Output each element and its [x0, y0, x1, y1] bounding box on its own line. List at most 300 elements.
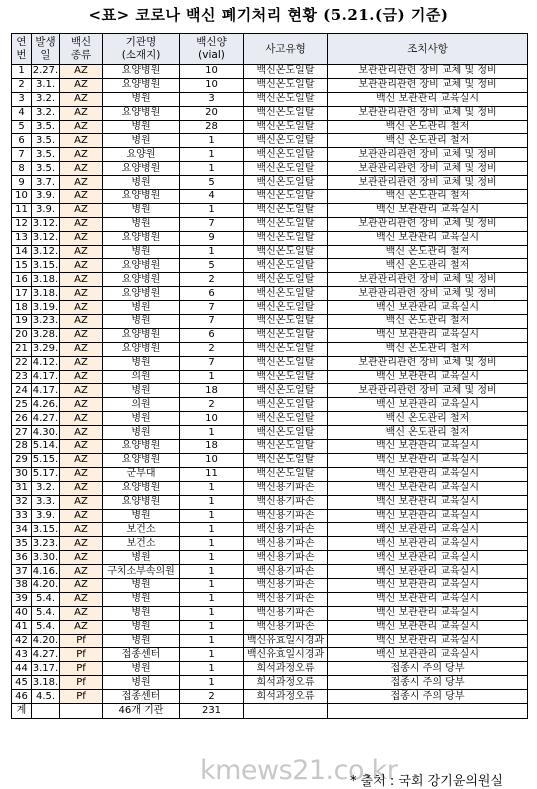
cell-qty: 7 [180, 217, 244, 231]
cell-qty: 1 [180, 634, 244, 648]
cell-qty: 2 [180, 398, 244, 412]
cell-org: 요양병원 [103, 453, 180, 467]
cell-org: 보건소 [103, 537, 180, 551]
header-type: 사고유형 [244, 34, 328, 65]
cell-action: 백신 온도관리 철저 [328, 134, 528, 148]
cell-date: 3.12. [32, 232, 59, 244]
table-row [12, 551, 528, 565]
cell-vaccine: AZ [60, 162, 103, 176]
cell-no: 20 [12, 328, 32, 342]
cell-qty: 28 [180, 120, 244, 134]
table-row [12, 453, 528, 467]
cell-type: 백신용기파손 [244, 495, 328, 509]
cell-org: 병원 [103, 384, 180, 398]
cell-date: 2.27. [32, 65, 59, 77]
cell-qty: 10 [180, 412, 244, 426]
cell-vaccine: AZ [60, 78, 103, 92]
cell-date: 3.18. [32, 676, 59, 688]
table-row [12, 523, 528, 537]
cell-action: 보관관리관련 장비 교체 및 정비 [328, 106, 528, 120]
cell-date: 5.15. [32, 454, 59, 466]
cell-no: 42 [12, 634, 32, 648]
cell-qty: 1 [180, 509, 244, 523]
table-row [12, 690, 528, 704]
cell-org: 요양병원 [103, 273, 180, 287]
table-row [12, 259, 528, 273]
cell-action: 보관관리관련 장비 교체 및 정비 [328, 287, 528, 301]
cell-org: 병원 [103, 301, 180, 315]
cell-no: 18 [12, 301, 32, 315]
cell-no: 6 [12, 134, 32, 148]
cell-date: 3.30. [32, 551, 59, 563]
cell-date: 3.19. [32, 301, 59, 313]
cell-action: 보관관리관련 장비 교체 및 정비 [328, 384, 528, 398]
cell-qty: 1 [180, 426, 244, 440]
cell-action: 백신 보관관리 교육실시 [328, 648, 528, 662]
cell-action: 보관관리관련 장비 교체 및 정비 [328, 78, 528, 92]
cell-action: 백신 보관관리 교육실시 [328, 606, 528, 620]
cell-qty: 11 [180, 467, 244, 481]
cell-qty: 1 [180, 676, 244, 690]
cell-date: 3.18. [32, 287, 59, 299]
cell-date: 3.3. [32, 495, 60, 509]
cell-qty: 1 [180, 370, 244, 384]
cell-no: 44 [12, 662, 32, 676]
cell-vaccine: AZ [60, 245, 103, 259]
table-row [12, 148, 528, 162]
cell-type: 백신온도일탈 [244, 245, 328, 259]
cell-vaccine: AZ [60, 370, 103, 384]
cell-no: 12 [12, 217, 32, 231]
table-row [12, 467, 528, 481]
cell-action: 접종시 주의 당부 [328, 676, 528, 690]
cell-vaccine: AZ [60, 481, 103, 495]
cell-no: 28 [12, 440, 32, 454]
header-row [12, 34, 528, 65]
cell-vaccine: AZ [60, 565, 103, 579]
cell-org: 요양병원 [103, 162, 180, 176]
cell-no: 38 [12, 578, 32, 592]
total-label: 계 [12, 703, 32, 718]
cell-type: 희석과정오류 [244, 662, 328, 676]
cell-no: 15 [12, 259, 32, 273]
cell-type: 백신용기파손 [244, 481, 328, 495]
cell-type: 백신온도일탈 [244, 467, 328, 481]
cell-type: 백신온도일탈 [244, 92, 328, 106]
total-empty [244, 703, 328, 718]
cell-qty: 1 [180, 481, 244, 495]
cell-action: 백신 보관관리 교육실시 [328, 398, 528, 412]
cell-org: 병원 [103, 426, 180, 440]
table-row [12, 328, 528, 342]
cell-vaccine: AZ [60, 148, 103, 162]
cell-date: 3.5. [32, 162, 60, 176]
cell-no: 31 [12, 481, 32, 495]
cell-date: 4.16. [32, 565, 59, 577]
cell-type: 희석과정오류 [244, 690, 328, 704]
total-row [12, 703, 528, 718]
cell-org: 요양병원 [103, 287, 180, 301]
cell-org: 병원 [103, 315, 180, 329]
cell-action: 백신 온도관리 철저 [328, 120, 528, 134]
cell-type: 백신온도일탈 [244, 231, 328, 245]
cell-date: 3.12. [32, 246, 59, 258]
cell-vaccine: AZ [60, 190, 103, 204]
cell-org: 병원 [103, 509, 180, 523]
cell-action: 백신 온도관리 철저 [328, 315, 528, 329]
cell-vaccine: AZ [60, 273, 103, 287]
cell-action: 보관관리관련 장비 교체 및 정비 [328, 273, 528, 287]
cell-date: 3.23. [32, 537, 59, 549]
cell-qty: 1 [180, 162, 244, 176]
cell-org: 병원 [103, 92, 180, 106]
cell-action: 백신 보관관리 교육실시 [328, 537, 528, 551]
cell-vaccine: AZ [60, 287, 103, 301]
cell-action: 백신 보관관리 교육실시 [328, 592, 528, 606]
cell-org: 병원 [103, 634, 180, 648]
table-row [12, 440, 528, 454]
cell-qty: 1 [180, 148, 244, 162]
cell-date: 3.29. [32, 343, 59, 355]
cell-date: 5.4. [32, 606, 60, 620]
table-row [12, 342, 528, 356]
cell-org: 병원 [103, 620, 180, 634]
cell-action: 백신 보관관리 교육실시 [328, 551, 528, 565]
table-row [12, 662, 528, 676]
cell-vaccine: AZ [60, 301, 103, 315]
table-row [12, 231, 528, 245]
cell-date: 4.17. [32, 371, 59, 383]
table-row [12, 370, 528, 384]
cell-date: 4.26. [32, 398, 59, 410]
cell-type: 백신온도일탈 [244, 190, 328, 204]
cell-vaccine: AZ [60, 578, 103, 592]
cell-vaccine: AZ [60, 426, 103, 440]
cell-org: 요양병원 [103, 106, 180, 120]
cell-date: 3.5. [32, 134, 60, 148]
table-row [12, 78, 528, 92]
cell-org: 병원 [103, 176, 180, 190]
table-row [12, 190, 528, 204]
table-row [12, 176, 528, 190]
cell-qty: 1 [180, 620, 244, 634]
cell-vaccine: AZ [60, 342, 103, 356]
cell-no: 17 [12, 287, 32, 301]
cell-type: 백신온도일탈 [244, 453, 328, 467]
cell-no: 24 [12, 384, 32, 398]
cell-action: 보관관리관련 장비 교체 및 정비 [328, 65, 528, 79]
cell-org: 병원 [103, 551, 180, 565]
cell-date: 3.2. [32, 481, 60, 495]
cell-no: 23 [12, 370, 32, 384]
total-empty [60, 703, 103, 718]
cell-no: 16 [12, 273, 32, 287]
table-row [12, 315, 528, 329]
cell-action: 보관관리관련 장비 교체 및 정비 [328, 176, 528, 190]
cell-date: 3.23. [32, 315, 59, 327]
cell-date: 3.2. [32, 92, 60, 106]
cell-date: 4.12. [32, 357, 59, 369]
cell-vaccine: AZ [60, 176, 103, 190]
cell-org: 요양병원 [103, 259, 180, 273]
cell-no: 45 [12, 676, 32, 690]
cell-org: 군부대 [103, 467, 180, 481]
cell-org: 병원 [103, 606, 180, 620]
cell-action: 백신 보관관리 교육실시 [328, 634, 528, 648]
cell-action: 백신 온도관리 철저 [328, 412, 528, 426]
cell-action: 백신 보관관리 교육실시 [328, 523, 528, 537]
table-row [12, 245, 528, 259]
cell-vaccine: AZ [60, 203, 103, 217]
cell-org: 요양원 [103, 148, 180, 162]
cell-no: 5 [12, 120, 32, 134]
cell-vaccine: Pf [60, 690, 103, 704]
cell-vaccine: AZ [60, 606, 103, 620]
cell-type: 백신온도일탈 [244, 426, 328, 440]
total-org: 46개 기관 [103, 703, 180, 718]
table-row [12, 412, 528, 426]
cell-org: 병원 [103, 592, 180, 606]
table-row [12, 106, 528, 120]
cell-vaccine: Pf [60, 634, 103, 648]
cell-vaccine: AZ [60, 551, 103, 565]
cell-org: 접종센터 [103, 648, 180, 662]
cell-vaccine: AZ [60, 92, 103, 106]
cell-type: 백신온도일탈 [244, 412, 328, 426]
cell-qty: 6 [180, 287, 244, 301]
cell-qty: 20 [180, 106, 244, 120]
table-row [12, 217, 528, 231]
cell-type: 백신온도일탈 [244, 440, 328, 454]
cell-org: 의원 [103, 370, 180, 384]
cell-qty: 1 [180, 495, 244, 509]
cell-date: 3.18. [32, 273, 59, 285]
cell-action: 백신 보관관리 교육실시 [328, 620, 528, 634]
cell-action: 백신 보관관리 교육실시 [328, 565, 528, 579]
cell-vaccine: AZ [60, 106, 103, 120]
table-row [12, 509, 528, 523]
cell-type: 백신용기파손 [244, 509, 328, 523]
cell-action: 백신 온도관리 철저 [328, 259, 528, 273]
cell-vaccine: AZ [60, 120, 103, 134]
table-row [12, 537, 528, 551]
cell-type: 백신온도일탈 [244, 315, 328, 329]
cell-type: 백신온도일탈 [244, 342, 328, 356]
cell-action: 백신 온도관리 철저 [328, 426, 528, 440]
cell-org: 병원 [103, 245, 180, 259]
cell-type: 백신온도일탈 [244, 78, 328, 92]
cell-qty: 7 [180, 301, 244, 315]
vaccine-disposal-table [11, 33, 528, 719]
cell-action: 백신 보관관리 교육실시 [328, 509, 528, 523]
cell-no: 37 [12, 565, 32, 579]
cell-action: 백신 보관관리 교육실시 [328, 481, 528, 495]
cell-no: 8 [12, 162, 32, 176]
cell-qty: 5 [180, 176, 244, 190]
cell-type: 백신온도일탈 [244, 106, 328, 120]
cell-date: 3.15. [32, 523, 59, 535]
cell-action: 백신 온도관리 철저 [328, 342, 528, 356]
cell-vaccine: AZ [60, 259, 103, 273]
cell-org: 요양병원 [103, 481, 180, 495]
cell-type: 백신용기파손 [244, 551, 328, 565]
cell-date: 4.20. [32, 579, 59, 591]
cell-qty: 2 [180, 690, 244, 704]
table-row [12, 481, 528, 495]
cell-org: 요양병원 [103, 440, 180, 454]
cell-vaccine: AZ [60, 134, 103, 148]
cell-org: 요양병원 [103, 65, 180, 79]
cell-org: 병원 [103, 217, 180, 231]
cell-qty: 10 [180, 78, 244, 92]
cell-qty: 7 [180, 315, 244, 329]
cell-date: 4.30. [32, 426, 59, 438]
cell-action: 보관관리관련 장비 교체 및 정비 [328, 356, 528, 370]
cell-date: 3.9. [32, 203, 60, 217]
cell-date: 4.27. [32, 412, 59, 424]
cell-qty: 1 [180, 203, 244, 217]
cell-vaccine: AZ [60, 495, 103, 509]
cell-action: 백신 보관관리 교육실시 [328, 92, 528, 106]
cell-vaccine: AZ [60, 398, 103, 412]
cell-action: 접종시 주의 당부 [328, 690, 528, 704]
cell-date: 3.9. [32, 509, 60, 523]
total-empty [328, 703, 528, 718]
cell-type: 백신유효일시경과 [244, 634, 328, 648]
cell-action: 보관관리관련 장비 교체 및 정비 [328, 162, 528, 176]
cell-type: 백신용기파손 [244, 620, 328, 634]
table-row [12, 120, 528, 134]
header-vaccine: 백신 종류 [60, 34, 103, 65]
table-row [12, 287, 528, 301]
cell-no: 35 [12, 537, 32, 551]
cell-action: 백신 보관관리 교육실시 [328, 370, 528, 384]
total-qty: 231 [180, 703, 244, 718]
cell-type: 백신용기파손 [244, 606, 328, 620]
cell-vaccine: AZ [60, 509, 103, 523]
cell-type: 백신온도일탈 [244, 398, 328, 412]
cell-no: 19 [12, 315, 32, 329]
cell-type: 백신온도일탈 [244, 120, 328, 134]
cell-date: 3.15. [32, 259, 59, 271]
table-row [12, 578, 528, 592]
table-row [12, 565, 528, 579]
cell-type: 백신온도일탈 [244, 65, 328, 79]
cell-action: 접종시 주의 당부 [328, 662, 528, 676]
cell-vaccine: AZ [60, 217, 103, 231]
cell-date: 5.4. [32, 620, 60, 634]
cell-date: 3.2. [32, 106, 60, 120]
header-org: 기관명 (소재지) [103, 34, 180, 65]
cell-qty: 1 [180, 648, 244, 662]
cell-vaccine: AZ [60, 620, 103, 634]
cell-qty: 10 [180, 453, 244, 467]
table-row [12, 162, 528, 176]
cell-type: 백신온도일탈 [244, 162, 328, 176]
cell-action: 보관관리관련 장비 교체 및 정비 [328, 148, 528, 162]
cell-date: 4.27. [32, 648, 59, 660]
table-row [12, 203, 528, 217]
cell-type: 백신온도일탈 [244, 203, 328, 217]
cell-date: 3.5. [32, 120, 60, 134]
cell-no: 30 [12, 467, 32, 481]
cell-no: 9 [12, 176, 32, 190]
page-title: <표> 코로나 백신 폐기처리 현황 (5.21.(금) 기준) [88, 6, 449, 24]
cell-action: 백신 보관관리 교육실시 [328, 301, 528, 315]
cell-qty: 1 [180, 523, 244, 537]
cell-no: 39 [12, 592, 32, 606]
cell-action: 백신 보관관리 교육실시 [328, 495, 528, 509]
cell-date: 3.12. [32, 218, 59, 230]
cell-date: 3.5. [32, 148, 60, 162]
cell-date: 3.1. [32, 78, 60, 92]
table-row [12, 398, 528, 412]
cell-action: 백신 보관관리 교육실시 [328, 453, 528, 467]
cell-vaccine: AZ [60, 537, 103, 551]
cell-qty: 1 [180, 551, 244, 565]
cell-type: 백신용기파손 [244, 578, 328, 592]
cell-vaccine: AZ [60, 412, 103, 426]
cell-type: 백신용기파손 [244, 537, 328, 551]
cell-qty: 1 [180, 592, 244, 606]
cell-qty: 2 [180, 342, 244, 356]
cell-action: 백신 보관관리 교육실시 [328, 578, 528, 592]
cell-no: 25 [12, 398, 32, 412]
cell-qty: 1 [180, 578, 244, 592]
table-row [12, 634, 528, 648]
cell-no: 26 [12, 412, 32, 426]
cell-no: 3 [12, 92, 32, 106]
watermark: kmews21.co.kr [200, 755, 398, 786]
cell-no: 43 [12, 648, 32, 662]
cell-action: 백신 보관관리 교육실시 [328, 440, 528, 454]
cell-vaccine: AZ [60, 440, 103, 454]
header-action: 조치사항 [328, 34, 528, 65]
cell-no: 10 [12, 190, 32, 204]
cell-qty: 1 [180, 606, 244, 620]
cell-qty: 3 [180, 92, 244, 106]
cell-no: 29 [12, 453, 32, 467]
cell-qty: 1 [180, 134, 244, 148]
table-row [12, 495, 528, 509]
cell-org: 구치소부속의원 [103, 565, 180, 579]
cell-vaccine: Pf [60, 676, 103, 690]
cell-type: 백신유효일시경과 [244, 648, 328, 662]
cell-no: 40 [12, 606, 32, 620]
table-row [12, 648, 528, 662]
cell-qty: 2 [180, 273, 244, 287]
cell-type: 백신온도일탈 [244, 259, 328, 273]
cell-org: 요양병원 [103, 231, 180, 245]
cell-org: 병원 [103, 356, 180, 370]
cell-qty: 10 [180, 65, 244, 79]
cell-no: 33 [12, 509, 32, 523]
cell-org: 요양병원 [103, 78, 180, 92]
cell-type: 백신온도일탈 [244, 328, 328, 342]
cell-qty: 1 [180, 662, 244, 676]
cell-date: 3.7. [32, 176, 60, 190]
cell-qty: 18 [180, 440, 244, 454]
cell-date: 4.5. [32, 690, 60, 704]
cell-type: 희석과정오류 [244, 676, 328, 690]
table-row [12, 606, 528, 620]
cell-qty: 6 [180, 328, 244, 342]
cell-type: 백신용기파손 [244, 565, 328, 579]
cell-date: 3.9. [32, 190, 60, 204]
cell-no: 7 [12, 148, 32, 162]
cell-vaccine: Pf [60, 648, 103, 662]
cell-vaccine: AZ [60, 65, 103, 79]
